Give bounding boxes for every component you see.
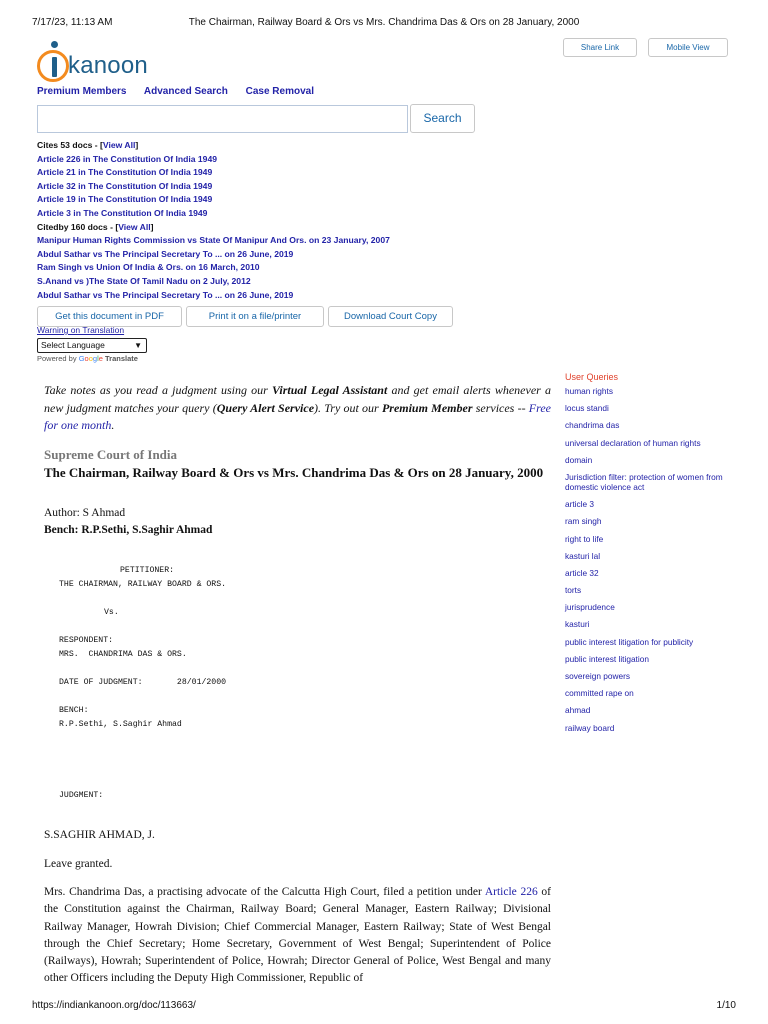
search-button[interactable]: Search: [410, 104, 475, 133]
user-query-link[interactable]: railway board: [565, 722, 615, 733]
promo-box: [44, 382, 551, 435]
user-query-link[interactable]: public interest litigation for publicity: [565, 636, 694, 647]
doc-title: The Chairman, Railway Board & Ors vs Mrs. Chandrima Das & Ors on 28 January, 2000: [44, 465, 544, 480]
user-query-link[interactable]: committed rape on: [565, 688, 634, 699]
search-input[interactable]: [37, 105, 408, 133]
share-link-button[interactable]: Share Link: [563, 38, 637, 57]
google-logo: Google: [78, 354, 103, 363]
citedby-link[interactable]: Abdul Sathar vs The Principal Secretary To ... on 26 June, 2019: [37, 248, 294, 259]
mobile-view-button[interactable]: Mobile View: [648, 38, 728, 57]
nav-advanced-search[interactable]: Advanced Search: [143, 86, 228, 97]
user-query-link[interactable]: human rights: [565, 386, 613, 396]
user-query-link[interactable]: public interest litigation: [565, 653, 649, 664]
user-query-link[interactable]: torts: [565, 585, 582, 596]
print-title: The Chairman, Railway Board & Ors vs Mrs. Chandrima Das & Ors on 28 January, 2000: [188, 17, 580, 28]
print-url: https://indiankanoon.org/doc/113663/: [32, 1000, 196, 1011]
cites-view-all-link[interactable]: View All: [102, 140, 136, 150]
bench-names: R.P.Sethi, S.Saghir Ahmad: [59, 720, 182, 729]
petitioner-name: THE CHAIRMAN, RAILWAY BOARD & ORS.: [59, 580, 227, 589]
indiankanoon-logo[interactable]: [37, 44, 167, 84]
download-court-copy-button[interactable]: Download Court Copy: [328, 306, 453, 327]
user-query-link[interactable]: jurisprudence: [565, 602, 615, 613]
user-query-link[interactable]: article 32: [565, 567, 599, 578]
user-queries-list: [565, 386, 735, 740]
print-footer: [32, 1000, 736, 1014]
user-query-link[interactable]: sovereign powers: [565, 671, 631, 681]
get-pdf-button[interactable]: Get this document in PDF: [37, 306, 182, 327]
nav-premium-members[interactable]: Premium Members: [37, 86, 127, 97]
citedby-view-all-link[interactable]: View All: [118, 221, 151, 232]
user-query-link[interactable]: article 3: [565, 499, 595, 510]
doc-bench: Bench: R.P.Sethi, S.Saghir Ahmad: [44, 524, 213, 536]
language-select-value: Select Language: [41, 340, 105, 350]
user-query-link[interactable]: universal declaration of human rights: [565, 437, 701, 448]
user-query-link[interactable]: kasturi lal: [565, 550, 601, 561]
judge-name: S.SAGHIR AHMAD, J.: [44, 829, 155, 841]
bench-label: BENCH:: [59, 706, 89, 715]
cites-link[interactable]: Article 19 in The Constitution Of India 1949: [37, 194, 213, 205]
free-trial-link[interactable]: Free for one month: [44, 400, 551, 432]
citedby-link[interactable]: S.Anand vs )The State Of Tamil Nadu on 2 July, 2012: [37, 275, 251, 286]
court-name: Supreme Court of India: [44, 447, 178, 462]
judgment-label: JUDGMENT:: [59, 791, 104, 800]
language-select[interactable]: [37, 338, 147, 353]
user-queries-title: User Queries: [565, 372, 619, 382]
citedby-header: Citedby 160 docs - [View All]: [37, 221, 154, 232]
google-translate-attribution: Powered by Google Translate: [37, 354, 138, 363]
related-links: [37, 139, 390, 302]
nav-case-removal[interactable]: Case Removal: [245, 86, 314, 97]
logo-i-icon: [37, 50, 69, 82]
print-button[interactable]: Print it on a file/printer: [186, 306, 324, 327]
cites-link[interactable]: Article 32 in The Constitution Of India 1949: [37, 180, 213, 191]
chevron-down-icon: ▼: [134, 341, 142, 350]
article-226-link[interactable]: Article 226: [484, 886, 538, 898]
promo-text: Take notes as you read a judgment using our Virtual Legal Assistant and get email alerts whenever a new judgment matches your query (Query Alert Service). Try out our Premium Member services -- Free for one month.: [44, 383, 552, 432]
translation-warning-link[interactable]: Warning on Translation: [37, 325, 125, 335]
citedby-link[interactable]: Abdul Sathar vs The Principal Secretary To ... on 26 June, 2019: [37, 289, 294, 300]
logo-text: kanoon: [68, 52, 148, 79]
print-datetime: 7/17/23, 11:13 AM: [32, 17, 113, 28]
user-query-link[interactable]: Jurisdiction filter: protection of women from domestic violence act: [565, 471, 723, 492]
top-nav: [37, 86, 329, 97]
citedby-link[interactable]: Ram Singh vs Union Of India & Ors. on 16 March, 2010: [37, 262, 260, 273]
cites-link[interactable]: Article 21 in The Constitution Of India 1949: [37, 167, 213, 178]
user-query-link[interactable]: chandrima das: [565, 420, 620, 431]
cites-link[interactable]: Article 226 in The Constitution Of India 1949: [37, 153, 218, 164]
cites-header: Cites 53 docs - [View All]: [37, 140, 139, 150]
petitioner-label: PETITIONER:: [120, 566, 175, 575]
page-number: 1/10: [716, 1000, 736, 1011]
versus: Vs.: [104, 608, 119, 617]
leave-granted: Leave granted.: [44, 858, 113, 870]
user-query-link[interactable]: domain: [565, 454, 593, 465]
user-query-link[interactable]: locus standi: [565, 403, 609, 414]
respondent-name: MRS. CHANDRIMA DAS & ORS.: [59, 650, 187, 659]
judgment-paragraph: Mrs. Chandrima Das, a practising advocate of the Calcutta High Court, filed a petition under Article 226 of the Constitution against the Chairman, Railway Board; General Manager, Eastern Railway; Divisional Railway Manager, Howrah Division; Chief Commercial Manager, Eastern Railway; State of West Bengal through the Chief Secretary; Home Secretary, Government of West Bengal; Superintendent of Police (Railways), Howrah; Superintendent of Police, Howrah; Director General of Police, West Bengal and many other Officers including the Deputy High Commissioner, Republic of: [44, 886, 551, 985]
print-header: [32, 17, 736, 31]
citedby-link[interactable]: Manipur Human Rights Commission vs State Of Manipur And Ors. on 23 January, 2007: [37, 235, 390, 246]
cites-link[interactable]: Article 3 in The Constitution Of India 1949: [37, 207, 208, 218]
judgment-date: DATE OF JUDGMENT: 28/01/2000: [59, 678, 227, 687]
user-query-link[interactable]: ram singh: [565, 516, 602, 527]
doc-author: Author: S Ahmad: [44, 507, 126, 519]
user-query-link[interactable]: kasturi: [565, 619, 590, 630]
respondent-label: RESPONDENT:: [59, 636, 114, 645]
user-query-link[interactable]: right to life: [565, 533, 604, 544]
user-query-link[interactable]: ahmad: [565, 705, 591, 716]
